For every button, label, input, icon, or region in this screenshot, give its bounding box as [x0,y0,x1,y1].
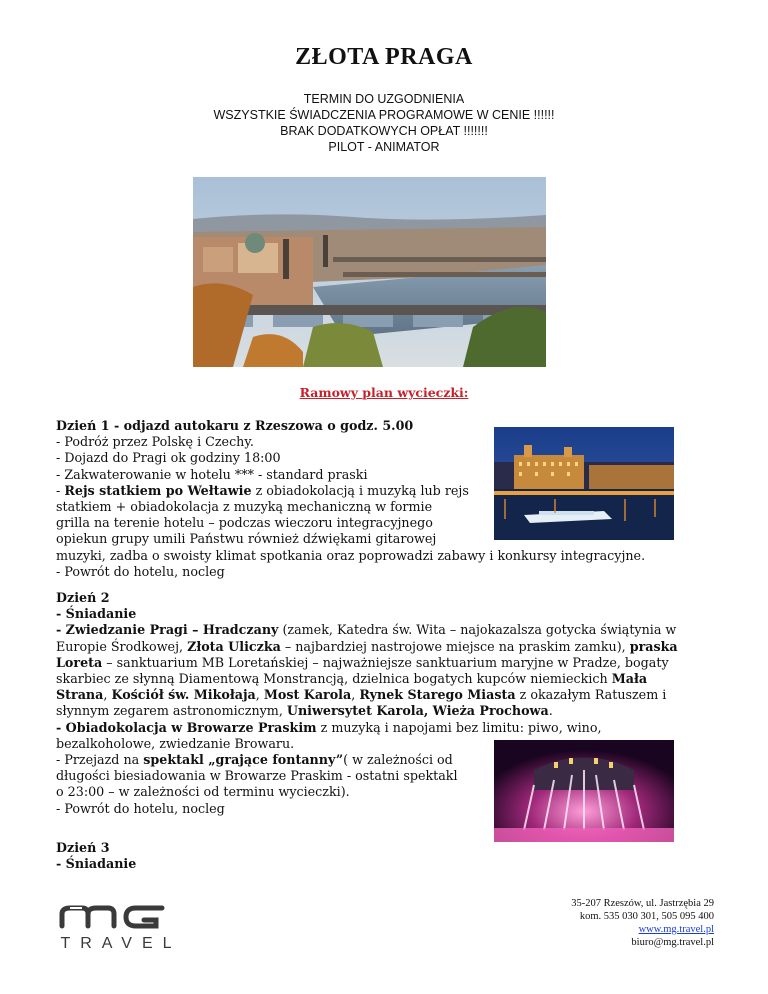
footer-email: biuro@mg.travel.pl [631,937,714,948]
plan-heading: Ramowy plan wycieczki: [299,385,469,400]
day1-line: opiekun grupy umili Państwu również dźwiękami gitarowej [56,531,437,547]
day1-line: - Rejs statkiem po Wełtawie z obiadokolacją i muzyką lub rejs [56,482,469,498]
page-title: ZŁOTA PRAGA [295,44,473,70]
day2-line: - Powrót do hotelu, nocleg [56,800,225,816]
header-note-pilot: PILOT - ANIMATOR [328,140,440,154]
day1-line: muzyki, zadba o swoisty klimat spotkania oraz poprowadzi zabawy i konkursy integracyjne. [56,547,646,563]
day2-line: Loreta – sanktuarium MB Loretańskiej – najważniejsze sanktuarium maryjne w Pradze, bogaty [56,654,669,670]
day1-line: - Dojazd do Pragi ok godziny 18:00 [56,450,281,466]
day2-line: - Przejazd na spektakl „grające fontanny”( w zależności od [56,752,453,768]
singing-fountain-photo [494,740,674,842]
day1-line: - Zakwaterowanie w hotelu *** - standard praski [56,466,368,482]
day2-line: o 23:00 – w zależności od terminu wycieczki). [56,784,350,800]
day2-line: - Śniadanie [56,606,137,622]
day2-line: Europie Środkowej, Złota Uliczka – najbardziej nastrojowe miejsce na praskim zamku), praska [56,638,678,654]
day1-line: - Podróż przez Polskę i Czechy. [56,434,254,450]
logo-word: TRAVEL [60,935,182,952]
prague-bridges-photo [193,177,546,367]
day1-line: - Powrót do hotelu, nocleg [56,563,225,579]
header-note-included: WSZYSTKIE ŚWIADCZENIA PROGRAMOWE W CENIE !!!!!! [213,108,555,122]
day2-line: Strana, Kościół św. Mikołaja, Most Karola, Rynek Starego Miasta z okazałym Ratuszem i [56,687,667,703]
day2-line: - Zwiedzanie Pragi – Hradczany (zamek, Katedra św. Wita – najokazalsza gotycka świątynia w [56,622,677,638]
header-note-no-fees: BRAK DODATKOWYCH OPŁAT !!!!!!! [280,124,488,138]
header-notes [0,91,768,155]
footer-contact [571,897,714,949]
footer-address: 35-207 Rzeszów, ul. Jastrzębia 29 [571,898,714,909]
prague-night-river-photo [494,427,674,540]
day2-line: bezalkoholowe, zwiedzanie Browaru. [56,735,295,751]
footer-website-link[interactable]: www.mg.travel.pl [638,924,714,935]
day3-line: - Śniadanie [56,856,137,872]
footer-phones: kom. 535 030 301, 505 095 400 [579,911,714,922]
day2-line: długości biesiadowania w Browarze Praskim - ostatni spektakl [56,768,458,784]
day2-line: - Obiadokolacja w Browarze Praskim z muzyką i napojami bez limitu: piwo, wino, [56,719,602,735]
header-note-term: TERMIN DO UZGODNIENIA [303,92,465,106]
day1-heading: Dzień 1 - odjazd autokaru z Rzeszowa o godz. 5.00 [56,418,414,433]
day1-line: statkiem + obiadokolacja z muzyką mechaniczną w formie [56,499,433,515]
mg-travel-logo [56,900,186,952]
day2-line: słynnym zegarem astronomicznym, Uniwersytet Karola, Wieża Prochowa. [56,703,553,719]
day2-heading: Dzień 2 [56,590,110,605]
day3-section [56,840,136,872]
day3-heading: Dzień 3 [56,840,110,855]
day1-line: grilla na terenie hotelu – podczas wieczoru integracyjnego [56,515,433,531]
day2-line: skarbiec ze słynną Diamentową Monstrancją, dzielnica bogatych kupców niemieckich Mała [56,671,648,687]
